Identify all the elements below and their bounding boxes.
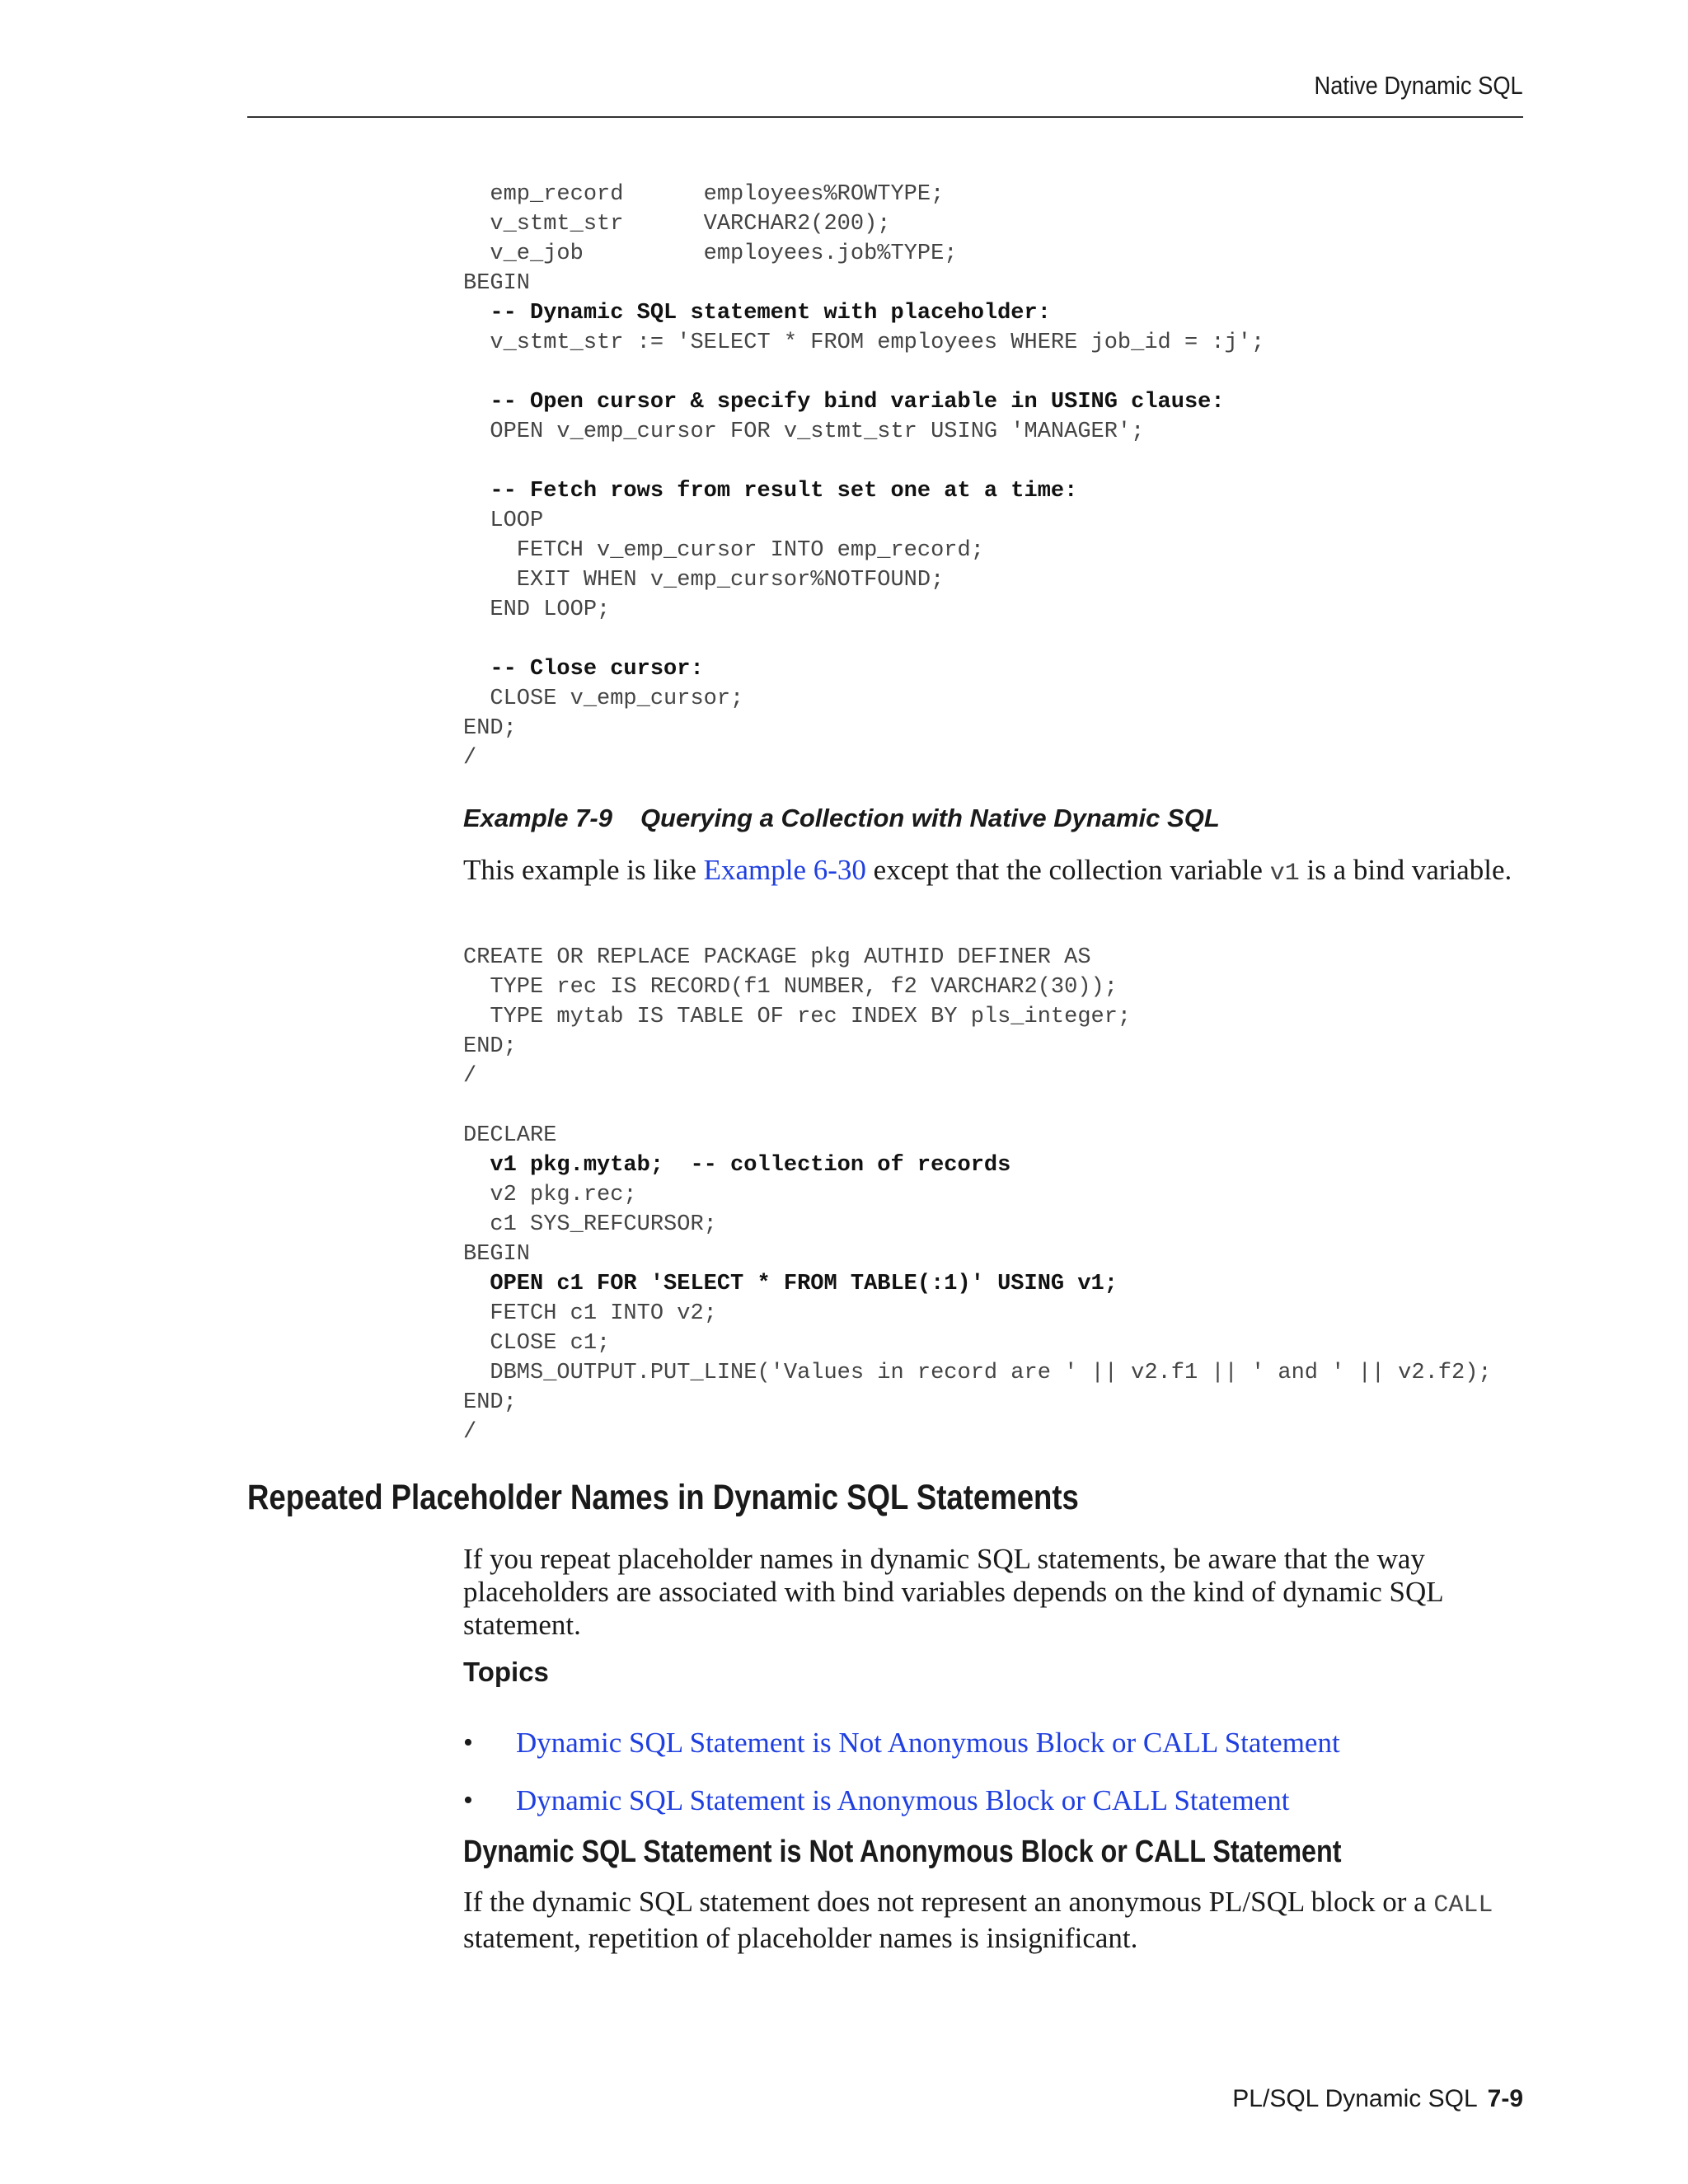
code-line: END; <box>463 1034 517 1059</box>
code-line: OPEN v_emp_cursor FOR v_stmt_str USING 'MANAGER'; <box>463 419 1145 444</box>
code-line: BEGIN <box>463 1242 531 1267</box>
example-title <box>463 804 1220 833</box>
bullet-icon: • <box>463 1727 473 1758</box>
subsection-text <box>463 1886 1535 1955</box>
code-line: CLOSE v_emp_cursor; <box>463 687 744 711</box>
code-line: v_e_job employees.job%TYPE; <box>463 241 958 266</box>
code-line: v_stmt_str VARCHAR2(200); <box>463 212 891 237</box>
code-block-collection-example <box>463 943 1492 1447</box>
code-line: -- Dynamic SQL statement with placeholder: <box>463 301 1051 326</box>
topic-item <box>463 1714 1340 1772</box>
code-line: OPEN c1 FOR 'SELECT * FROM TABLE(:1)' USING v1; <box>463 1272 1118 1296</box>
topics-heading: Topics <box>463 1657 549 1687</box>
example-intro-text-2: except that the collection variable <box>865 854 1270 886</box>
code-line: -- Fetch rows from result set one at a time: <box>463 479 1078 504</box>
bullet-icon: • <box>463 1785 473 1816</box>
code-line: EXIT WHEN v_emp_cursor%NOTFOUND; <box>463 568 945 593</box>
code-line: c1 SYS_REFCURSOR; <box>463 1212 717 1237</box>
example-intro-text: This example is like <box>463 854 704 886</box>
code-line: BEGIN <box>463 271 531 296</box>
code-line: / <box>463 746 477 771</box>
code-block-cursor-example <box>463 180 1264 773</box>
page-number: 7-9 <box>1487 2085 1523 2112</box>
subsection-heading: Dynamic SQL Statement is Not Anonymous Block or CALL Statement <box>463 1835 1342 1869</box>
code-line: END LOOP; <box>463 598 611 622</box>
code-line: END; <box>463 716 517 741</box>
code-line: LOOP <box>463 509 544 533</box>
code-line: CLOSE c1; <box>463 1331 611 1356</box>
code-line: DBMS_OUTPUT.PUT_LINE('Values in record are ' || v2.f1 || ' and ' || v2.f2); <box>463 1361 1492 1385</box>
code-line: -- Close cursor: <box>463 657 704 682</box>
topics-list <box>463 1714 1340 1830</box>
inline-code-call: CALL <box>1433 1891 1493 1919</box>
section-intro: If you repeat placeholder names in dynamic SQL statements, be aware that the way placeholders are associated with bind variables depends on the kind of dynamic SQL statement. <box>463 1543 1443 1641</box>
subsection-text-part: If the dynamic SQL statement does not represent an anonymous PL/SQL block or a <box>463 1886 1434 1918</box>
example-label: Example 7-9 <box>463 804 612 832</box>
page-footer <box>1232 2085 1523 2113</box>
code-line: / <box>463 1064 477 1089</box>
footer-label: PL/SQL Dynamic SQL <box>1232 2085 1478 2112</box>
code-line: -- Open cursor & specify bind variable in USING clause: <box>463 390 1225 415</box>
running-header: Native Dynamic SQL <box>1314 71 1523 100</box>
code-line: emp_record employees%ROWTYPE; <box>463 182 945 207</box>
topic-link-not-anonymous-block[interactable]: Dynamic SQL Statement is Not Anonymous Block or CALL Statement <box>516 1727 1340 1759</box>
topic-link-anonymous-block[interactable]: Dynamic SQL Statement is Anonymous Block or CALL Statement <box>516 1784 1290 1816</box>
code-line <box>463 1091 1492 1121</box>
example-6-30-link[interactable]: Example 6-30 <box>703 854 866 886</box>
code-line: FETCH v_emp_cursor INTO emp_record; <box>463 538 984 563</box>
example-intro-text-3: is a bind variable. <box>1299 854 1512 886</box>
code-line <box>463 447 1264 476</box>
subsection-text-part-2: statement, repetition of placeholder names is insignificant. <box>463 1922 1138 1954</box>
code-line: FETCH c1 INTO v2; <box>463 1301 717 1326</box>
example-caption: Querying a Collection with Native Dynamic SQL <box>640 804 1220 832</box>
inline-code-v1: v1 <box>1269 860 1300 888</box>
code-line: v1 pkg.mytab; -- collection of records <box>463 1153 1011 1178</box>
code-line <box>463 358 1264 387</box>
code-line: CREATE OR REPLACE PACKAGE pkg AUTHID DEFINER AS <box>463 945 1091 970</box>
code-line: DECLARE <box>463 1123 557 1148</box>
code-line: TYPE mytab IS TABLE OF rec INDEX BY pls_integer; <box>463 1005 1132 1029</box>
header-divider <box>247 116 1523 118</box>
code-line: END; <box>463 1390 517 1415</box>
code-line: TYPE rec IS RECORD(f1 NUMBER, f2 VARCHAR2(30)); <box>463 975 1118 1000</box>
code-line <box>463 625 1264 654</box>
section-heading: Repeated Placeholder Names in Dynamic SQL Statements <box>247 1478 1079 1517</box>
code-line: v_stmt_str := 'SELECT * FROM employees WHERE job_id = :j'; <box>463 330 1265 355</box>
code-line: v2 pkg.rec; <box>463 1183 637 1207</box>
code-line: / <box>463 1420 477 1445</box>
topic-item <box>463 1772 1340 1830</box>
example-intro <box>463 854 1535 890</box>
